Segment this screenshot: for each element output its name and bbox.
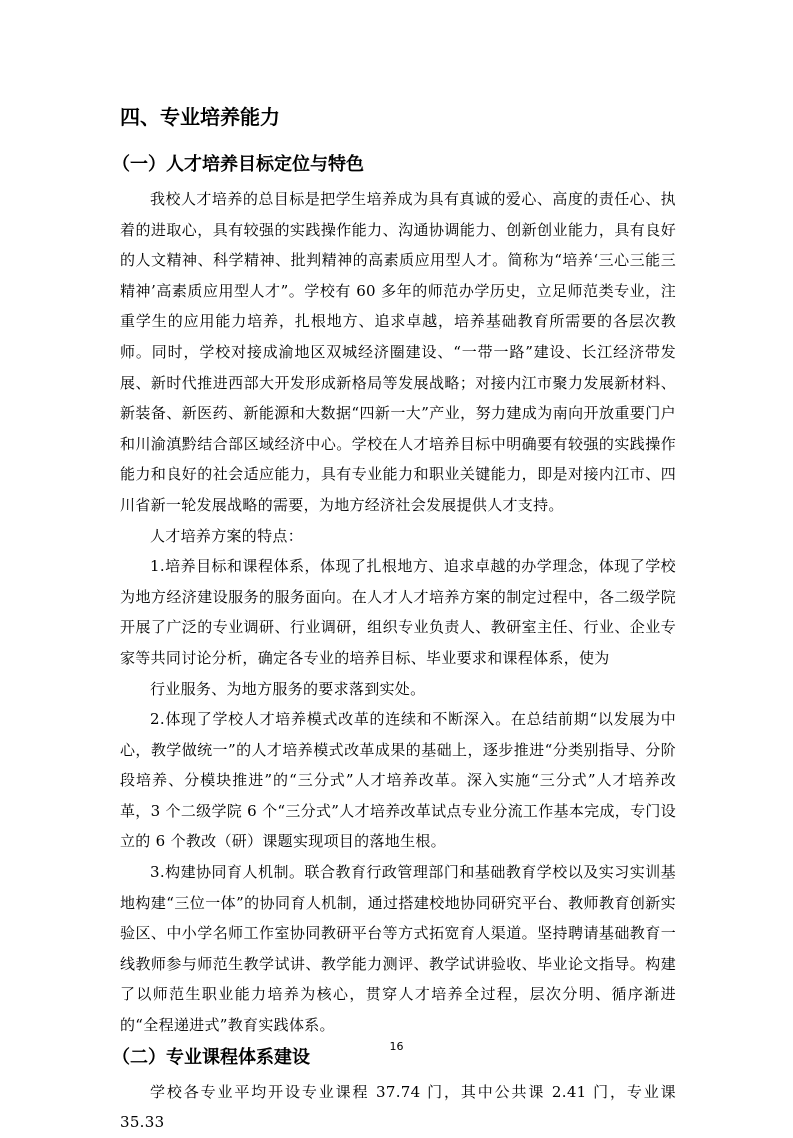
paragraph-feature-1-cont: 行业服务、为地方服务的要求落到实处。 [150, 679, 426, 698]
paragraph-feature-3: 3.构建协同育人机制。联合教育行政管理部门和基础教育学校以及实习实训基地构建“三位一体”的协同育人机制，通过搭建校地协同研究平台、教师教育创新实验区、中小学名师工作室协同教研平台等方式拓宽育人渠道。坚持聘请基础教育一线教师参与师范生教学试讲、教学能力测评、教学试讲验收、毕业论文指导。构建了以师范生职业能力培养为核心，贯穿人才培养全过程，层次分明、循序渐进的“全程递进式”教育实践体系。 [120, 863, 676, 1035]
paragraph-courses: 学校各专业平均开设专业课程 37.74 门，其中公共课 2.41 门，专业课 35.33 [120, 1082, 676, 1132]
section-heading: 四、专业培养能力 [120, 105, 280, 129]
paragraph-feature-1: 1.培养目标和课程体系，体现了扎根地方、追求卓越的办学理念，体现了学校为地方经济建设服务的服务面向。在人才人才培养方案的制定过程中，各二级学院开展了广泛的专业调研、行业调研，组织专业负责人、教研室主任、行业、企业专家等共同讨论分析，确定各专业的培养目标、毕业要求和课程体系，使为 [120, 557, 676, 667]
paragraph-feature-2: 2.体现了学校人才培养模式改革的连续和不断深入。在总结前期“以发展为中心，教学做统一”的人才培养模式改革成果的基础上，逐步推进“分类别指导、分阶段培养、分模块推进”的“三分式”人才培养改革。深入实施“三分式”人才培养改革，3 个二级学院 6 个“三分式”人才培养改革试点专业分流工作基本完成，专门设立的 6 个教改（研）课题实现项目的落地生根。 [120, 710, 676, 851]
subsection-heading-1: （一）人才培养目标定位与特色 [112, 154, 364, 175]
page-number: 16 [389, 1040, 404, 1053]
page-content [112, 104, 676, 1138]
subsection-heading-2: （二）专业课程体系建设 [112, 1046, 310, 1068]
paragraph-goal: 我校人才培养的总目标是把学生培养成为具有真诚的爱心、高度的责任心、执着的进取心，具有较强的实践操作能力、沟通协调能力、创新创业能力，具有良好的人文精神、科学精神、批判精神的高素质应用型人才。简称为“培养‘三心三能三精神’高素质应用型人才”。学校有 60 多年的师范办学历史，立足师范类专业，注重学生的应用能力培养，扎根地方、追求卓越，培养基础教育所需要的各层次教师。同时，学校对接成渝地区双城经济圈建设、“一带一路”建设、长江经济带发展、新时代推进西部大开发形成新格局等发展战略；对接内江市聚力发展新材料、新装备、新医药、新能源和大数据“四新一大”产业，努力建成为南向开放重要门户和川渝滇黔结合部区域经济中心。学校在人才培养目标中明确要有较强的实践操作能力和良好的社会适应能力，具有专业能力和职业关键能力，即是对接内江市、四川省新一轮发展战略的需要，为地方经济社会发展提供人才支持。 [120, 190, 676, 514]
paragraph-features-intro: 人才培养方案的特点： [150, 526, 304, 545]
